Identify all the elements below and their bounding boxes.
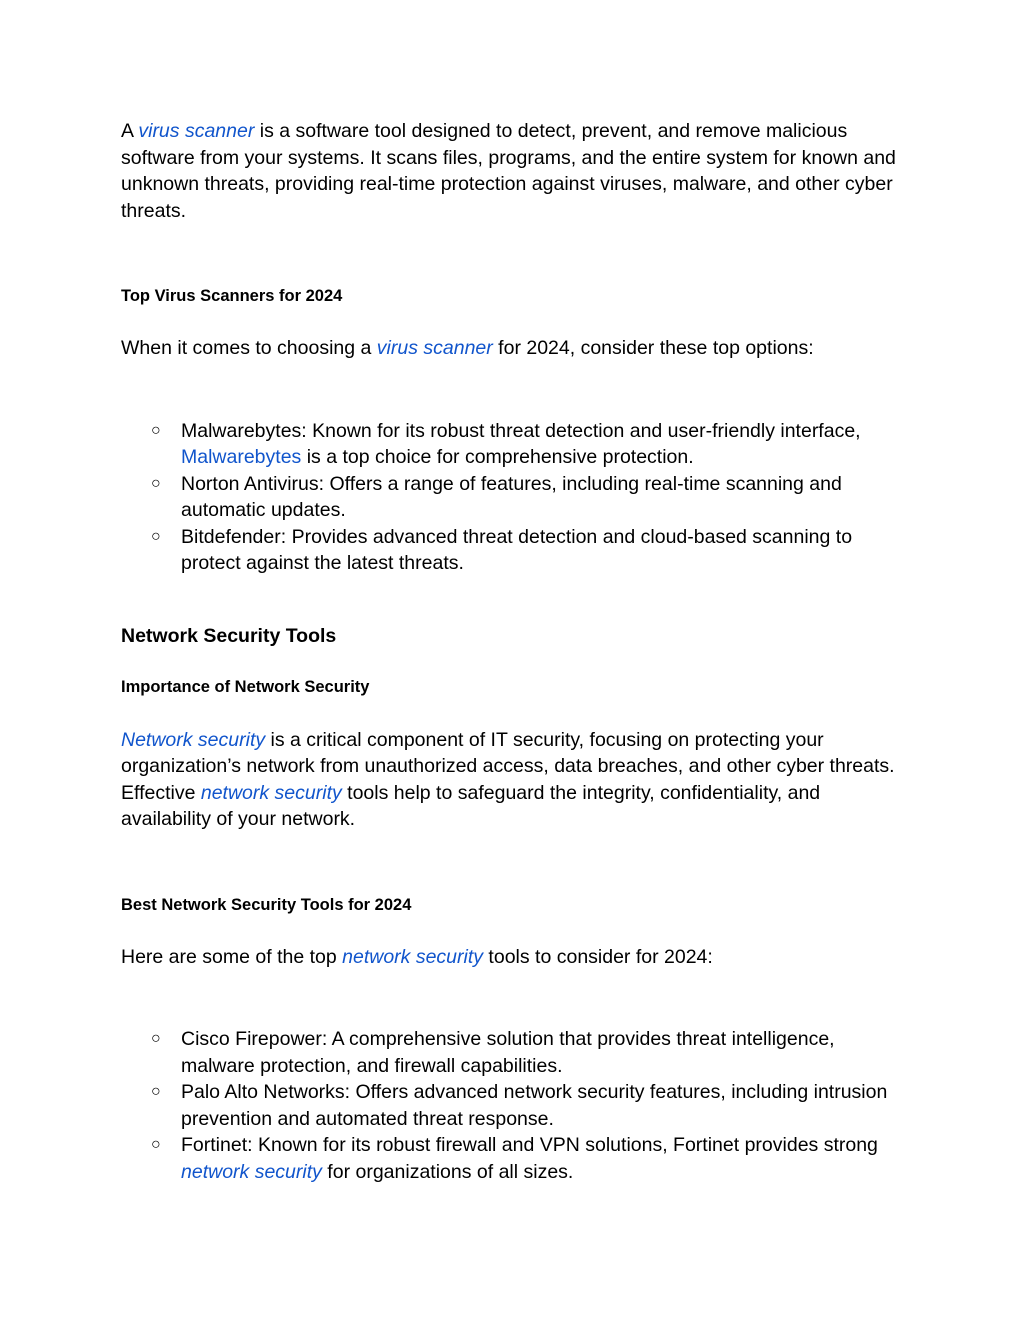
network-security-link-2[interactable]: network security <box>200 781 342 804</box>
best-network-tools-heading: Best Network Security Tools for 2024 <box>121 895 412 914</box>
intro-text-post: is a software tool designed to detect, prevent, and remove malicious software from your systems. It scans files, programs, and the entire system for known and unknown threats, providing real-time protection against viruses, malware, and other cyber threats. <box>121 120 896 222</box>
circle-bullet-icon: ○ <box>151 1136 161 1153</box>
network-paragraph-post: tools help to safeguard the integrity, confidentiality, and availability of your network. <box>121 781 821 830</box>
virus-lead-pre: When it comes to choosing a <box>121 337 377 359</box>
circle-bullet-icon: ○ <box>151 421 161 439</box>
list-item-text-post: for organizations of all sizes. <box>321 1160 574 1183</box>
list-item-text: Bitdefender: Provides advanced threat detection and cloud-based scanning to protect against the latest threats. <box>181 525 853 574</box>
virus-lead-paragraph <box>121 335 906 362</box>
network-tools-list <box>121 1026 906 1185</box>
document-page <box>121 118 906 1185</box>
network-lead-paragraph <box>121 944 906 971</box>
virus-scanner-link-2[interactable]: virus scanner <box>376 337 493 359</box>
list-item-norton <box>151 471 906 524</box>
network-security-link-3[interactable]: network security <box>342 945 484 968</box>
virus-scanner-link[interactable]: virus scanner <box>138 120 255 142</box>
network-security-tools-heading: Network Security Tools <box>121 624 337 647</box>
virus-scanner-list <box>121 418 906 577</box>
list-item-text-post: is a top choice for comprehensive protection. <box>301 446 694 468</box>
malwarebytes-link[interactable]: Malwarebytes <box>181 446 302 468</box>
network-paragraph-mid: is a critical component of IT security, focusing on protecting your organization’s network from unauthorized access, data breaches, and other cyber threats. Effective <box>121 728 895 804</box>
circle-bullet-icon: ○ <box>151 527 161 545</box>
list-item-cisco <box>151 1026 906 1079</box>
list-item-fortinet <box>151 1132 906 1185</box>
list-item-text: Palo Alto Networks: Offers advanced network security features, including intrusion prevention and automated threat response. <box>181 1081 888 1130</box>
network-lead-post: tools to consider for 2024: <box>483 945 713 968</box>
intro-text-pre: A <box>121 120 139 142</box>
list-item-text-pre: Malwarebytes: Known for its robust threat detection and user-friendly interface, <box>181 419 861 442</box>
list-item-text: Cisco Firepower: A comprehensive solution that provides threat intelligence, malware protection, and firewall capabilities. <box>181 1028 835 1077</box>
list-item-malwarebytes <box>151 418 906 471</box>
circle-bullet-icon: ○ <box>151 1083 161 1100</box>
list-item-text-pre: Fortinet: Known for its robust firewall and VPN solutions, Fortinet provides strong <box>181 1134 878 1156</box>
virus-lead-post: for 2024, consider these top options: <box>492 337 814 359</box>
list-item-palo-alto <box>151 1079 906 1132</box>
network-security-link[interactable]: Network security <box>121 728 266 751</box>
list-item-bitdefender <box>151 524 906 577</box>
list-item-text: Norton Antivirus: Offers a range of features, including real-time scanning and automatic updates. <box>181 472 842 521</box>
importance-heading: Importance of Network Security <box>121 677 370 696</box>
network-security-link-4[interactable]: network security <box>181 1160 322 1183</box>
circle-bullet-icon: ○ <box>151 474 161 492</box>
circle-bullet-icon: ○ <box>151 1030 161 1047</box>
network-lead-pre: Here are some of the top <box>121 945 343 968</box>
top-virus-scanners-heading: Top Virus Scanners for 2024 <box>121 287 343 305</box>
intro-paragraph <box>121 118 906 224</box>
network-security-paragraph <box>121 727 906 833</box>
